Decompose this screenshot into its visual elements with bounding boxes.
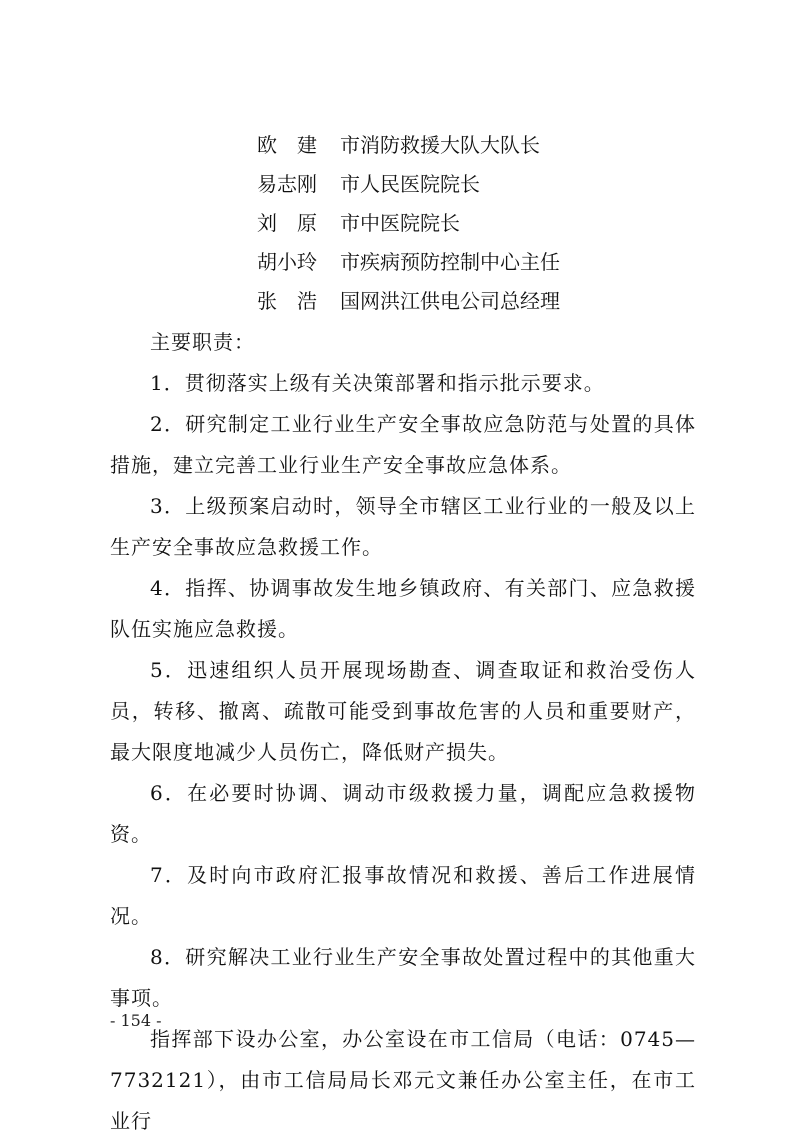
member-name: 易志刚 <box>257 172 317 196</box>
member-role: 市消防救援大队大队长 <box>340 133 540 157</box>
member-role: 市人民医院院长 <box>340 172 480 196</box>
page-number: - 154 - <box>110 1011 162 1030</box>
duty-item: 6．在必要时协调、调动市级救援力量，调配应急救援物资。 <box>110 781 696 846</box>
duty-item: 7．及时向市政府汇报事故情况和救援、善后工作进展情况。 <box>110 863 696 928</box>
duty-item: 4．指挥、协调事故发生地乡镇政府、有关部门、应急救援队伍实施应急救援。 <box>110 576 696 641</box>
duty-item: 1．贯彻落实上级有关决策部署和指示批示要求。 <box>150 371 605 395</box>
body-text <box>110 322 696 1142</box>
member-name: 张 浩 <box>257 289 317 313</box>
duty-item: 3．上级预案启动时，领导全市辖区工业行业的一般及以上生产安全事故应急救援工作。 <box>110 494 696 559</box>
office-paragraph: 指挥部下设办公室，办公室设在市工信局（电话：0745—7732121），由市工信局局长邓元文兼任办公室主任，在市工业行 <box>110 1027 696 1133</box>
member-name: 刘 原 <box>257 211 317 235</box>
member-name: 欧 建 <box>257 133 317 157</box>
duties-heading: 主要职责： <box>150 330 255 354</box>
member-role: 国网洪江供电公司总经理 <box>340 289 560 313</box>
member-role: 市疾病预防控制中心主任 <box>340 250 560 274</box>
member-name: 胡小玲 <box>257 250 317 274</box>
duty-item: 5．迅速组织人员开展现场勘查、调查取证和救治受伤人员，转移、撤离、疏散可能受到事故危害的人员和重要财产，最大限度地减少人员伤亡，降低财产损失。 <box>110 658 696 764</box>
member-role: 市中医院院长 <box>340 211 460 235</box>
duty-item: 2．研究制定工业行业生产安全事故应急防范与处置的具体措施，建立完善工业行业生产安全事故应急体系。 <box>110 412 696 477</box>
duty-item: 8．研究解决工业行业生产安全事故处置过程中的其他重大事项。 <box>110 945 696 1010</box>
